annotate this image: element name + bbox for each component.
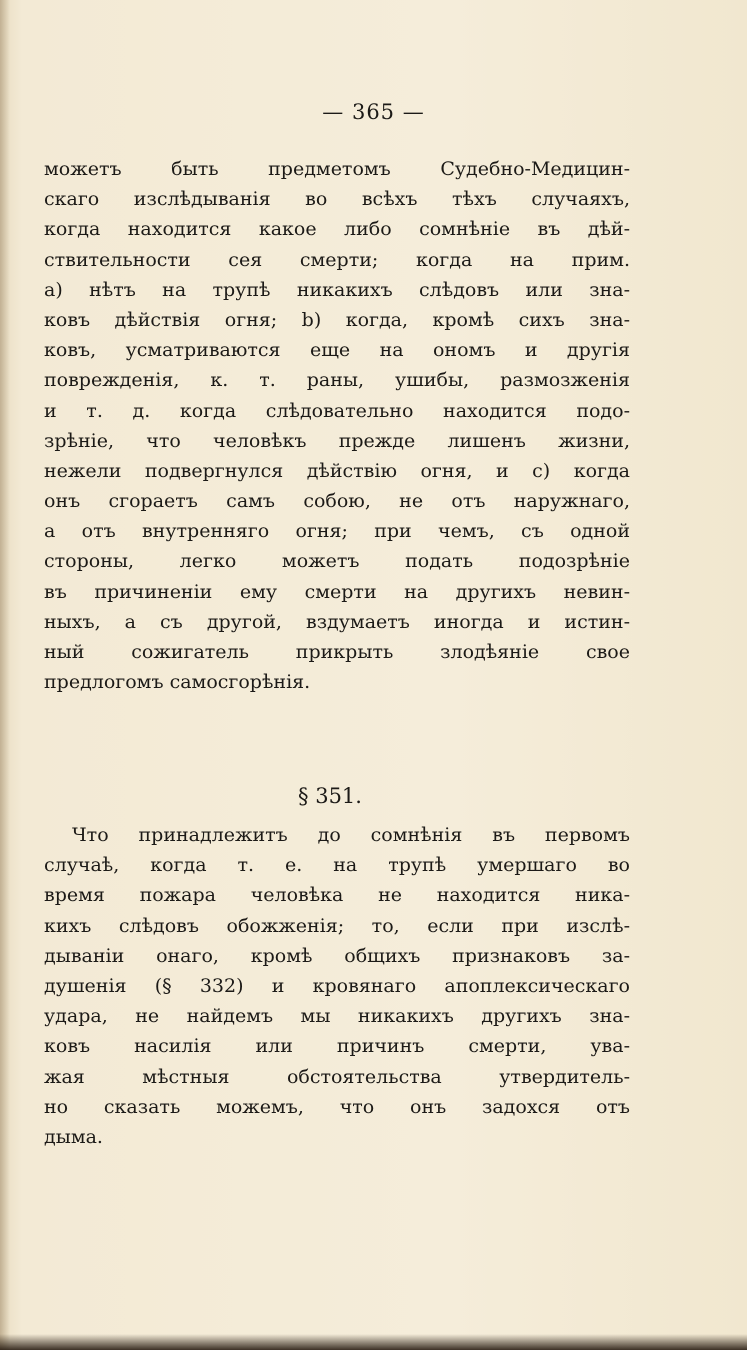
text-line: онъ сгораетъ самъ собою, не отъ наружнаго, — [44, 490, 630, 513]
text-line: стороны, легко можетъ подать подозрѣніе — [44, 550, 630, 573]
text-line: скаго изслѣдыванія во всѣхъ тѣхъ случаяхъ, — [44, 188, 630, 211]
page-binding-shadow — [0, 0, 10, 1350]
text-line: зрѣніе, что человѣкъ прежде лишенъ жизни, — [44, 429, 630, 452]
text-line: ствительности сея смерти; когда на прим. — [44, 248, 630, 271]
text-line: ковъ насилія или причинъ смерти, ува- — [44, 1035, 630, 1058]
text-line: можетъ быть предметомъ Судебно-Медицин- — [44, 158, 630, 180]
paragraph-351 — [44, 820, 630, 1152]
text-line: но сказать можемъ, что онъ задохся отъ — [44, 1095, 630, 1118]
section-heading: § 351. — [298, 784, 362, 808]
page-bottom-shadow — [0, 1334, 747, 1350]
text-line: удара, не найдемъ мы никакихъ другихъ зна- — [44, 1005, 630, 1028]
text-line: дыма. — [44, 1125, 103, 1148]
text-line: дываніи онаго, кромѣ общихъ признаковъ за- — [44, 944, 630, 967]
text-line: нежели подвергнулся дѣйствію огня, и с) когда — [44, 459, 630, 482]
text-line: предлогомъ самосгорѣнія. — [44, 671, 311, 694]
text-line: случаѣ, когда т. е. на трупѣ умершаго во — [44, 854, 630, 877]
text-line: а) нѣтъ на трупѣ никакихъ слѣдовъ или зна- — [44, 278, 630, 301]
text-line: ный сожигатель прикрыть злодѣяніе свое — [44, 641, 630, 663]
text-line: Что принадлежитъ до сомнѣнія въ первомъ — [72, 824, 630, 846]
text-line: ныхъ, а съ другой, вздумаетъ иногда и истин- — [44, 610, 630, 633]
text-line: жая мѣстныя обстоятельства утвердитель- — [44, 1065, 630, 1088]
text-line: поврежденія, к. т. раны, ушибы, размозженія — [44, 369, 630, 392]
text-line: въ причиненіи ему смерти на другихъ невин- — [44, 580, 630, 603]
paragraph-350-continuation — [44, 154, 630, 697]
text-line: и т. д. когда слѣдовательно находится подо- — [44, 399, 630, 422]
page-number: — 365 — — [322, 100, 425, 124]
text-line: душенія (§ 332) и кровянаго апоплексическаго — [44, 974, 630, 997]
text-line: а отъ внутренняго огня; при чемъ, съ одной — [44, 520, 630, 543]
text-line: ковъ дѣйствія огня; b) когда, кромѣ сихъ зна- — [44, 308, 630, 331]
text-line: ковъ, усматриваются еще на ономъ и другія — [44, 339, 630, 362]
text-line: кихъ слѣдовъ обожженія; то, если при изслѣ- — [44, 914, 630, 937]
text-line: когда находится какое либо сомнѣніе въ дѣй- — [44, 218, 630, 241]
text-line: время пожара человѣка не находится ника- — [44, 884, 630, 907]
